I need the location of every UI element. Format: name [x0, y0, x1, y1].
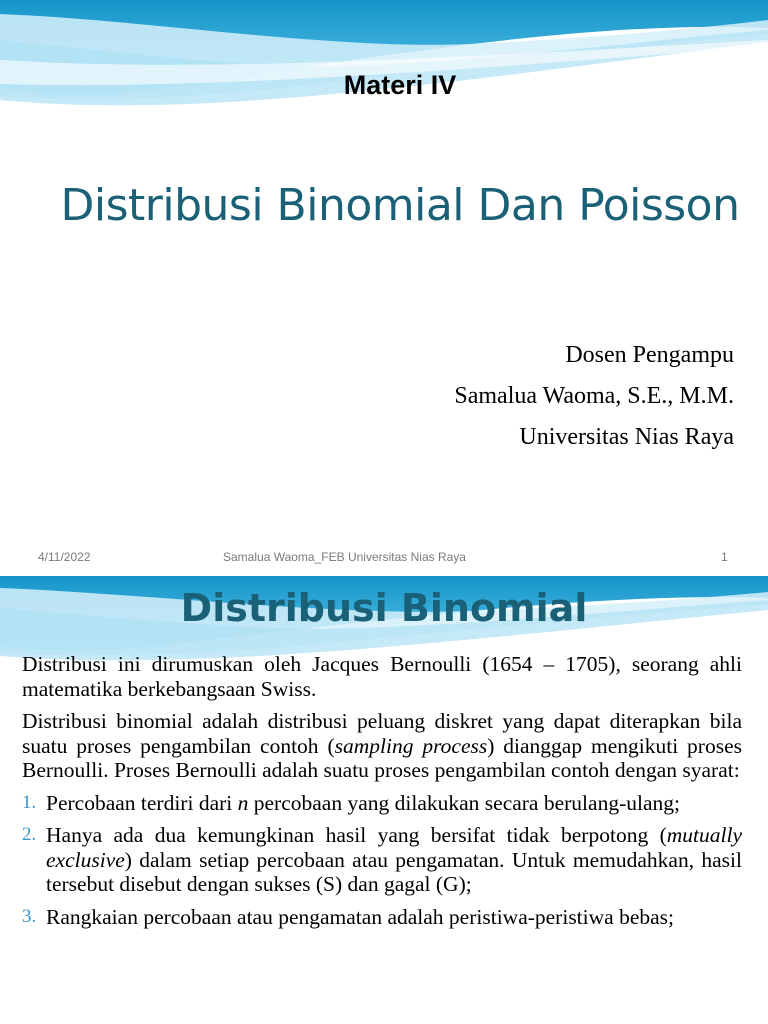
slide-title: Distribusi Binomial	[180, 586, 588, 630]
list-number: 1.	[22, 791, 37, 813]
list-item: 3. Rangkaian percobaan atau pengamatan adalah peristiwa-peristiwa bebas;	[22, 904, 675, 929]
conditions-list	[22, 791, 742, 930]
slide-title: Distribusi Binomial Dan Poisson	[60, 180, 740, 231]
wave-header-decoration	[0, 0, 768, 120]
list-item: 1. Percobaan terdiri dari n percobaan yang dilakukan secara berulang-ulang;	[22, 790, 680, 815]
list-item: 2. Hanya ada dua kemungkinan hasil yang bersifat tidak berpotong (mutually exclusive) dalam setiap percobaan atau pengamatan. Untuk memudahkan, hasil tersebut disebut dengan sukses (S) dan gagal (G);	[22, 823, 742, 896]
content-slide	[0, 576, 768, 1024]
list-number: 2.	[22, 824, 37, 845]
footer-date: 4/11/2022	[38, 550, 91, 564]
author-institution: Universitas Nias Raya	[519, 424, 734, 450]
slide-subtitle: Materi IV	[343, 70, 457, 100]
slide-body	[22, 652, 742, 937]
italic-term: sampling process	[334, 733, 488, 758]
footer-page-number: 1	[721, 550, 728, 564]
paragraph-2: Distribusi binomial adalah distribusi peluang diskret yang dapat diterapkan bila suatu proses pengambilan contoh (sampling process) dianggap mengikuti proses Bernoulli. Proses Bernoulli adalah suatu proses pengambilan contoh dengan syarat:	[22, 709, 742, 782]
author-role: Dosen Pengampu	[565, 342, 734, 368]
footer-center-text: Samalua Waoma_FEB Universitas Nias Raya	[223, 550, 466, 564]
list-number: 3.	[22, 905, 37, 927]
paragraph-1: Distribusi ini dirumuskan oleh Jacques Bernoulli (1654 – 1705), seorang ahli matematika berkebangsaan Swiss.	[22, 652, 742, 701]
author-name: Samalua Waoma, S.E., M.M.	[454, 383, 734, 409]
